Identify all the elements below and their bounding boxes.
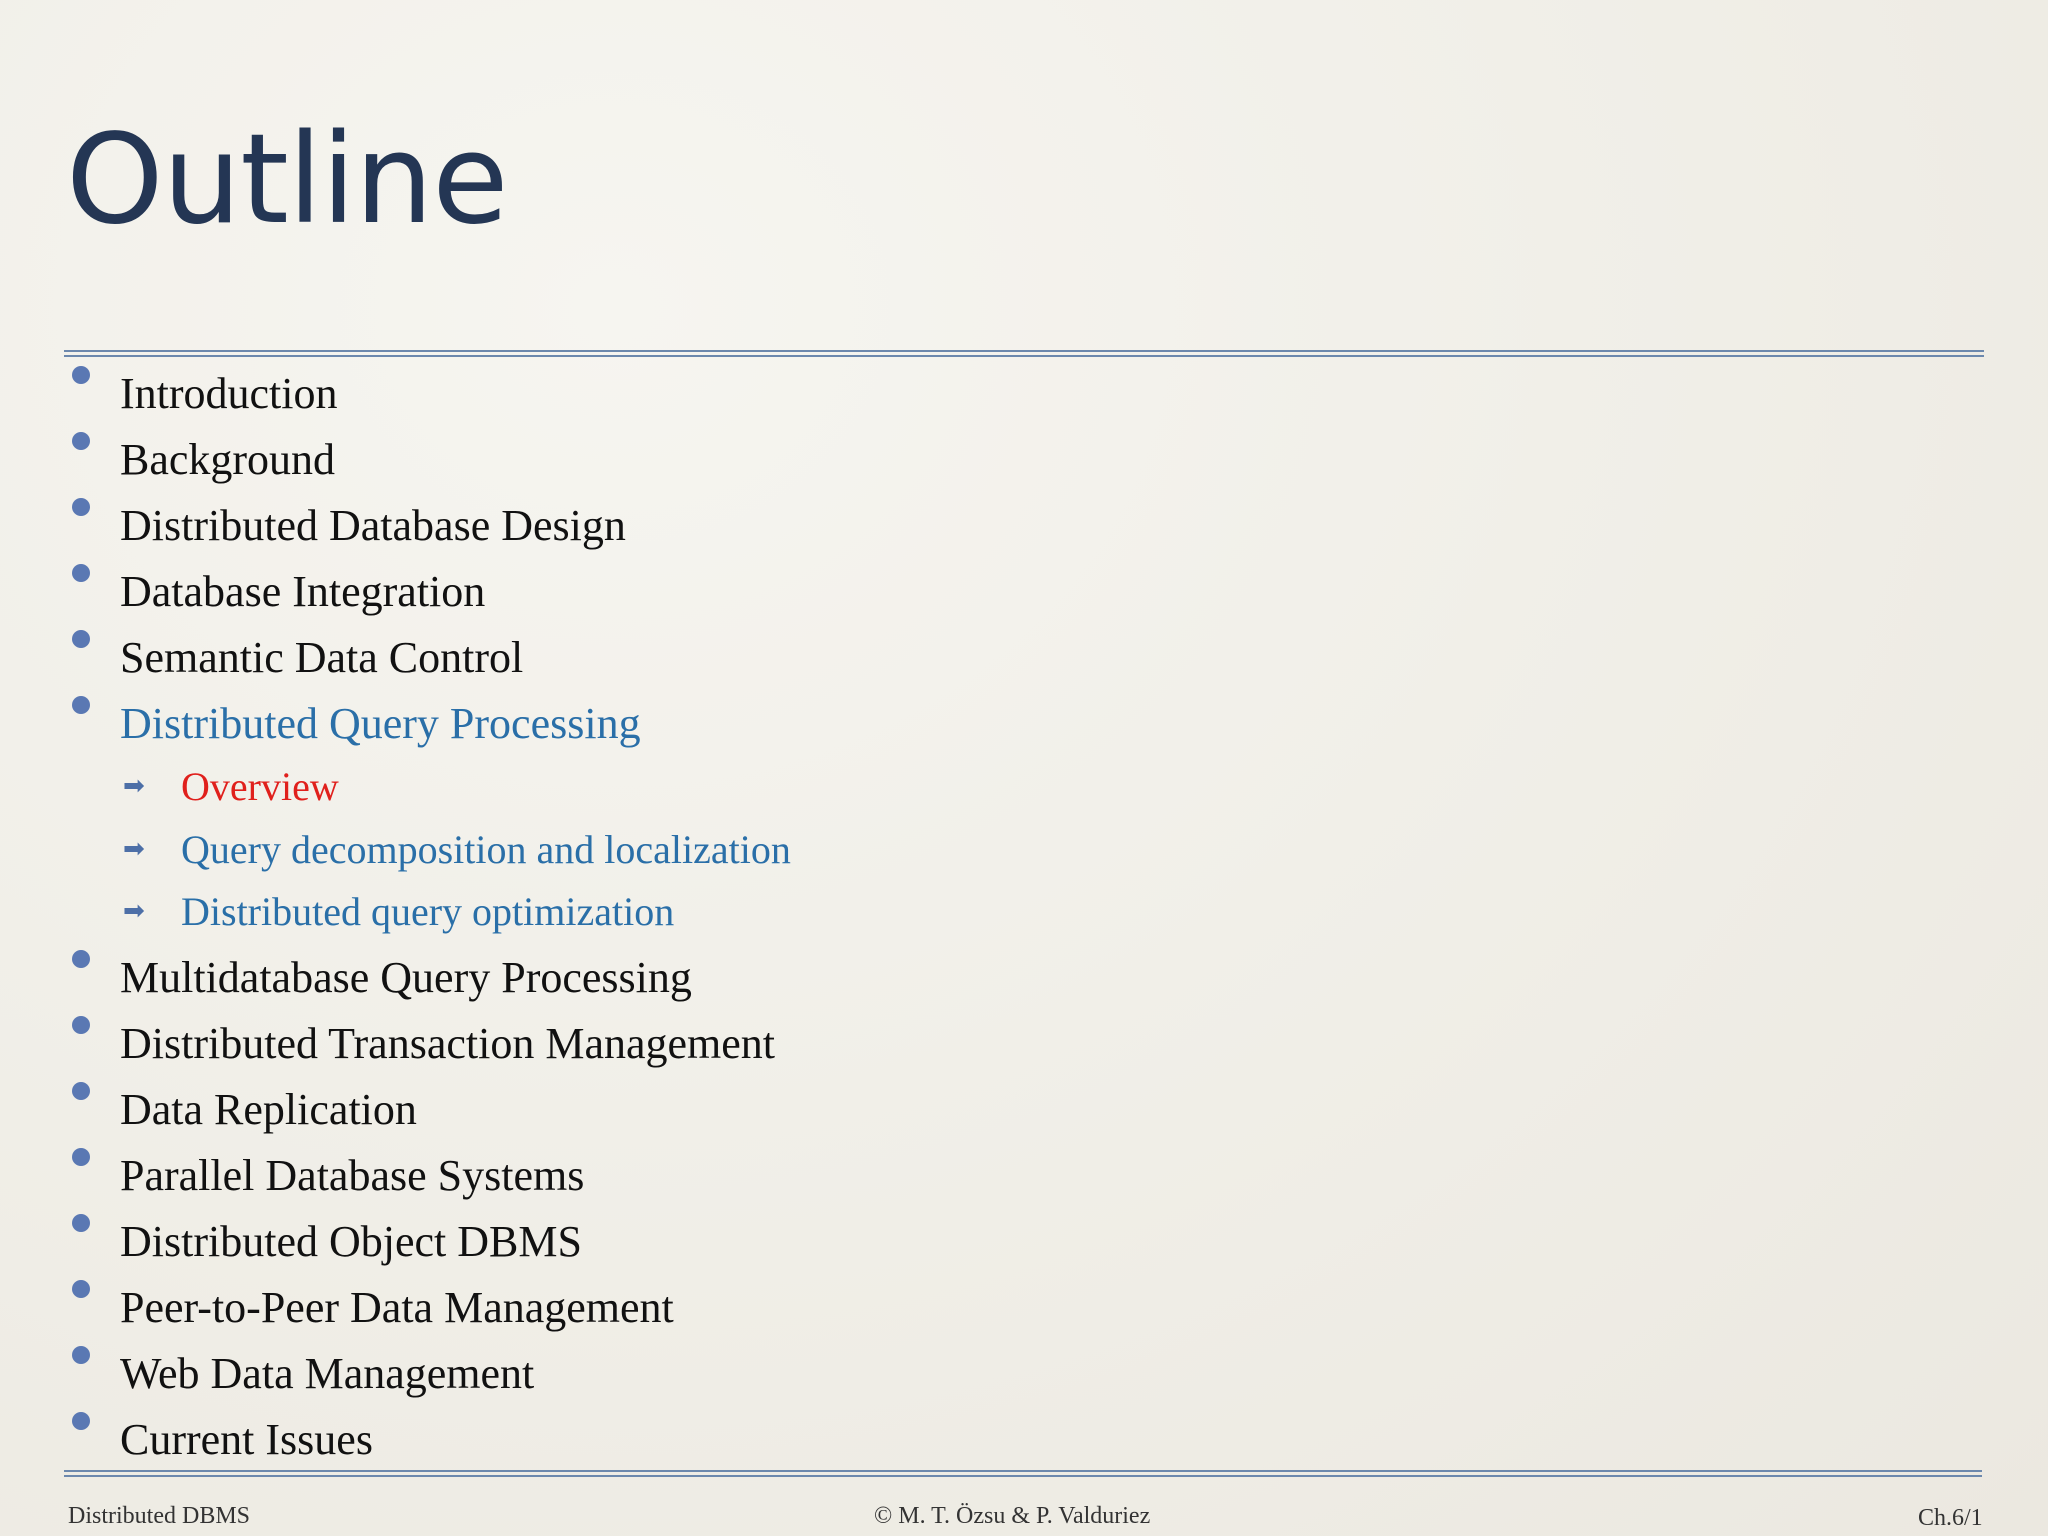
outline-item bbox=[120, 567, 486, 616]
outline-item-label: Introduction bbox=[120, 369, 338, 418]
outline-item-label: Background bbox=[120, 435, 336, 484]
bullet-dot-icon bbox=[72, 1214, 90, 1232]
outline-item-label: Multidatabase Query Processing bbox=[120, 953, 692, 1002]
outline-item-label: Peer-to-Peer Data Management bbox=[120, 1283, 674, 1332]
outline-subitem-label: Query decomposition and localization bbox=[181, 827, 791, 872]
outline-item-active bbox=[120, 699, 641, 748]
outline-item bbox=[120, 1151, 585, 1200]
bullet-dot-icon bbox=[72, 498, 90, 516]
outline-subitem-label: Distributed query optimization bbox=[181, 889, 675, 934]
outline-item-label: Parallel Database Systems bbox=[120, 1151, 585, 1200]
outline-item bbox=[120, 633, 524, 682]
outline-item bbox=[120, 369, 338, 418]
outline-item-label: Distributed Object DBMS bbox=[120, 1217, 582, 1266]
outline-item bbox=[120, 501, 626, 550]
bullet-dot-icon bbox=[72, 630, 90, 648]
outline-item-label: Distributed Transaction Management bbox=[120, 1019, 776, 1068]
bullet-dot-icon bbox=[72, 696, 90, 714]
outline-item bbox=[120, 1019, 776, 1068]
outline-item bbox=[120, 435, 336, 484]
outline-item-label: Semantic Data Control bbox=[120, 633, 524, 682]
bullet-dot-icon bbox=[72, 1412, 90, 1430]
footer-course: Distributed DBMS bbox=[68, 1503, 251, 1529]
bullet-dot-icon bbox=[72, 950, 90, 968]
outline-item-label: Database Integration bbox=[120, 567, 486, 616]
outline-item bbox=[120, 1349, 535, 1398]
outline-item-label: Distributed Database Design bbox=[120, 501, 626, 550]
arrow-right-icon: ➡ bbox=[123, 896, 145, 926]
outline-item bbox=[120, 1415, 373, 1464]
footer-slide-number: Ch.6/1 bbox=[1918, 1505, 1983, 1531]
outline-subitem bbox=[123, 827, 791, 872]
outline-item-label: Data Replication bbox=[120, 1085, 417, 1134]
arrow-right-icon: ➡ bbox=[123, 834, 145, 864]
outline-item-label: Web Data Management bbox=[120, 1349, 535, 1398]
outline-subitem bbox=[123, 889, 675, 934]
outline-item bbox=[120, 1283, 674, 1332]
footer-copyright: © M. T. Özsu & P. Valduriez bbox=[874, 1503, 1151, 1529]
bullet-dot-icon bbox=[72, 1280, 90, 1298]
bullet-dot-icon bbox=[72, 1148, 90, 1166]
arrow-right-icon: ➡ bbox=[123, 771, 145, 801]
outline-item bbox=[120, 953, 692, 1002]
outline-item-label: Current Issues bbox=[120, 1415, 373, 1464]
outline-item-label: Distributed Query Processing bbox=[120, 699, 641, 748]
bullet-dot-icon bbox=[72, 366, 90, 384]
outline-item bbox=[120, 1085, 417, 1134]
top-divider bbox=[64, 350, 1984, 357]
bottom-divider bbox=[64, 1470, 1982, 1477]
bullet-dot-icon bbox=[72, 432, 90, 450]
slide-title: Outline bbox=[66, 108, 508, 252]
bullet-dot-icon bbox=[72, 1346, 90, 1364]
bullet-dot-icon bbox=[72, 1082, 90, 1100]
outline-subitem-current bbox=[123, 764, 339, 809]
bullet-dot-icon bbox=[72, 564, 90, 582]
outline-item bbox=[120, 1217, 582, 1266]
bullet-dot-icon bbox=[72, 1016, 90, 1034]
outline-subitem-label: Overview bbox=[181, 764, 339, 809]
